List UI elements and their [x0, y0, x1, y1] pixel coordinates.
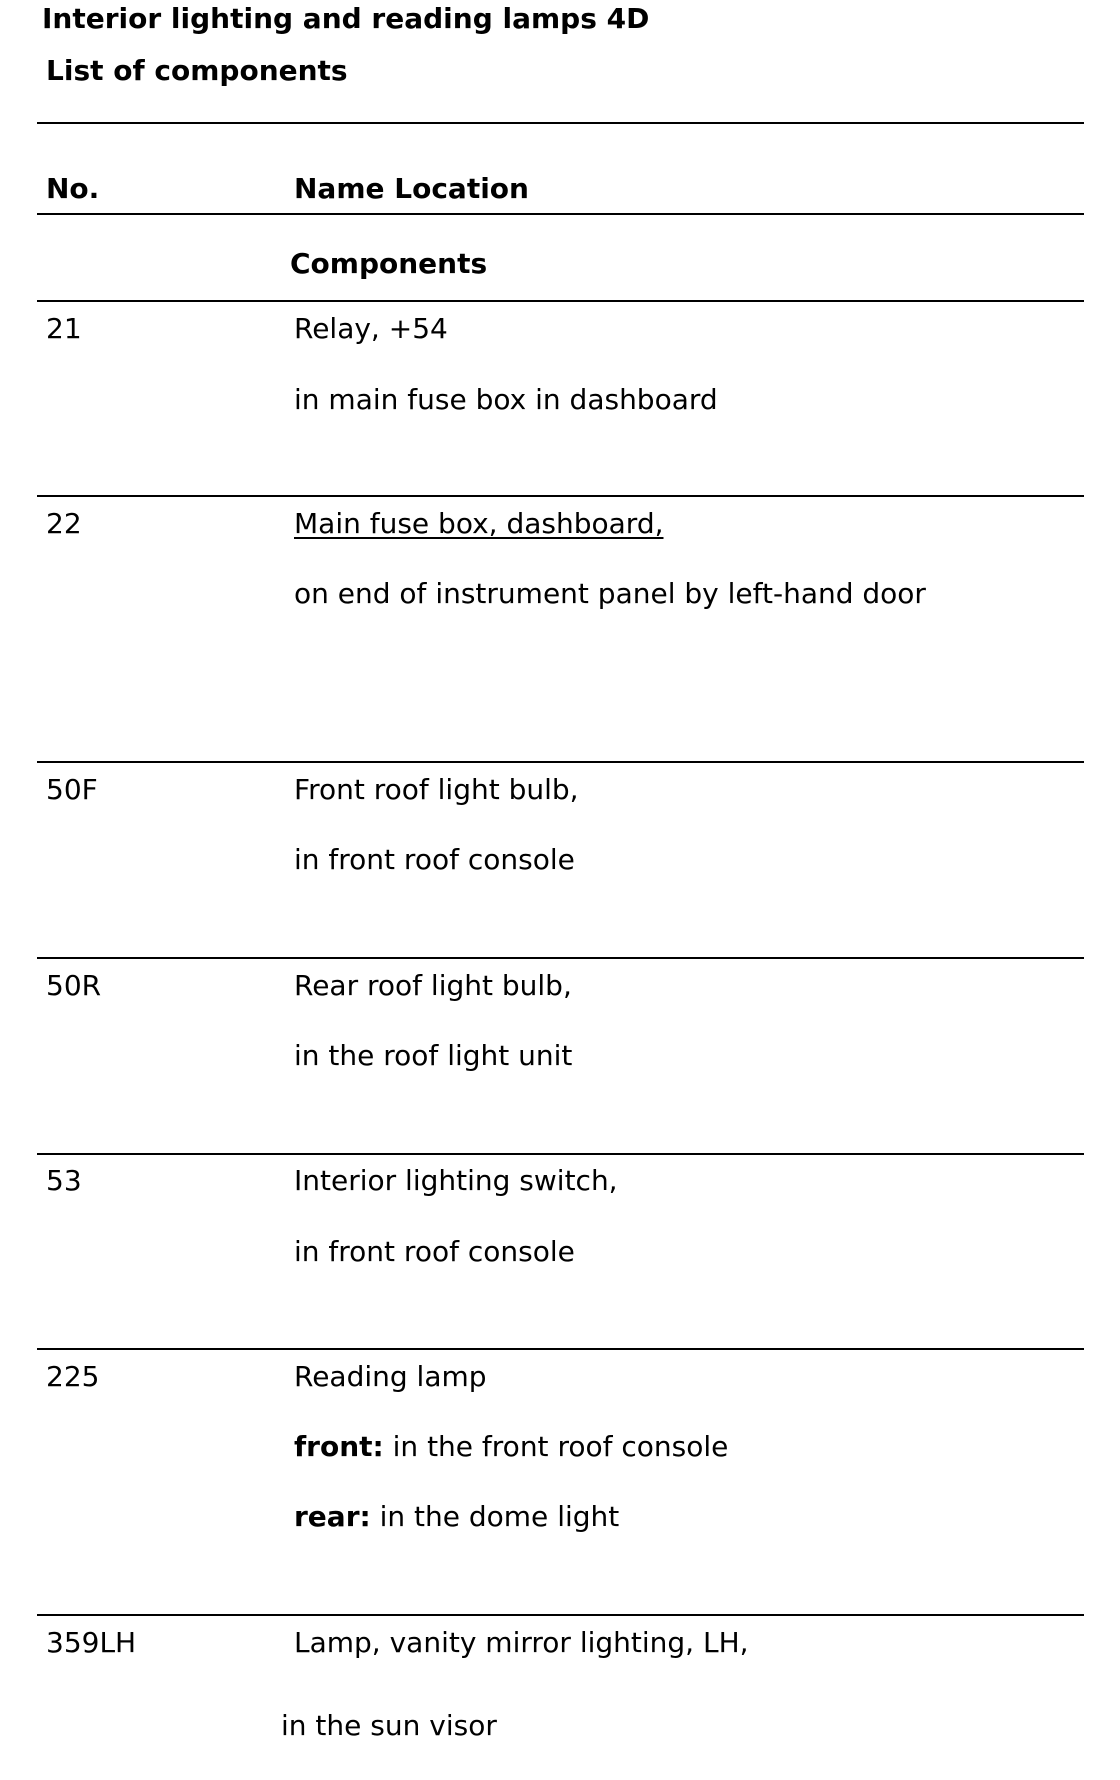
divider-header	[37, 213, 1084, 215]
divider-row	[37, 495, 1084, 497]
rear-location: in the dome light	[370, 1500, 620, 1533]
column-header-number: No.	[46, 172, 100, 205]
row-name-link[interactable]: Main fuse box, dashboard,	[294, 507, 664, 540]
column-header-name-location: Name Location	[294, 172, 529, 205]
row-location: on end of instrument panel by left-hand door	[294, 577, 926, 610]
row-location: in main fuse box in dashboard	[294, 383, 718, 416]
row-name: Interior lighting switch,	[294, 1164, 618, 1197]
row-name: Relay, +54	[294, 312, 448, 345]
front-location: in the front roof console	[383, 1430, 729, 1463]
row-number: 359LH	[46, 1626, 137, 1659]
row-number: 53	[46, 1164, 82, 1197]
divider-row	[37, 1614, 1084, 1616]
rear-label: rear:	[294, 1500, 371, 1533]
divider-row	[37, 1348, 1084, 1350]
divider-top	[37, 122, 1084, 124]
row-location: in the sun visor	[281, 1709, 497, 1742]
row-front-location	[294, 1430, 728, 1463]
row-name: Front roof light bulb,	[294, 773, 579, 806]
divider-row	[37, 761, 1084, 763]
divider-row	[37, 957, 1084, 959]
row-number: 50F	[46, 773, 98, 806]
row-location: in front roof console	[294, 1235, 575, 1268]
row-name: Lamp, vanity mirror lighting, LH,	[294, 1626, 749, 1659]
row-number: 225	[46, 1360, 100, 1393]
row-location: in the roof light unit	[294, 1039, 573, 1072]
front-label: front:	[294, 1430, 384, 1463]
section-header-components: Components	[290, 247, 488, 280]
row-number: 50R	[46, 969, 102, 1002]
document-subtitle: List of components	[46, 54, 348, 87]
document-title: Interior lighting and reading lamps 4D	[42, 2, 650, 35]
divider-section	[37, 300, 1084, 302]
row-number: 21	[46, 312, 82, 345]
row-name: Reading lamp	[294, 1360, 487, 1393]
row-name: Rear roof light bulb,	[294, 969, 572, 1002]
divider-row	[37, 1153, 1084, 1155]
row-rear-location	[294, 1500, 619, 1533]
row-location: in front roof console	[294, 843, 575, 876]
row-number: 22	[46, 507, 82, 540]
